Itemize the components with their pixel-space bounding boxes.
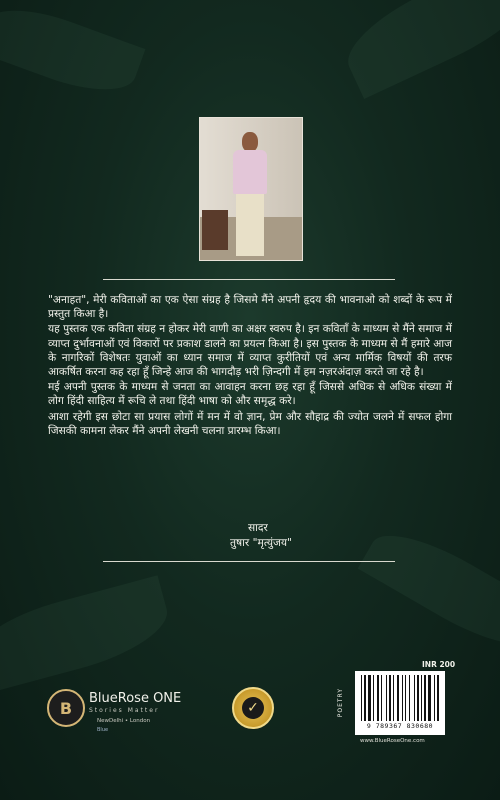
barcode-bar [409, 675, 410, 721]
barcode-bar [421, 675, 422, 721]
barcode-bar [397, 675, 400, 721]
publisher-logo [47, 687, 187, 747]
decorative-leaf [335, 0, 500, 99]
genre-label: POETRY [337, 688, 344, 718]
author-head [242, 132, 258, 152]
barcode-bar [373, 675, 374, 721]
isbn-number: 9 789367 830680 [366, 722, 434, 730]
publisher-tagline: Stories Matter [89, 707, 160, 714]
author-signature: तुषार "मृत्युंजय" [230, 537, 292, 549]
bluerose-b-logo-icon: B [47, 689, 85, 727]
decorative-leaf [358, 517, 500, 664]
photo-furniture [202, 210, 228, 250]
gold-check-seal-icon [232, 687, 274, 729]
barcode-bar [391, 675, 392, 721]
barcode-bar [403, 675, 404, 721]
author-pants [236, 194, 264, 256]
publisher-website: www.BlueRoseOne.com [360, 738, 425, 744]
author-shirt [233, 150, 267, 194]
publisher-locations: NewDelhi • London [97, 718, 151, 724]
top-divider [103, 279, 395, 280]
barcode-bar [416, 675, 417, 721]
blurb-paragraph: यह पुस्तक एक कविता संग्रह न होकर मेरी वाणी का अक्षर स्वरुप है। इन कविताँ के माध्यम से मैंने समाज में व्याप्त दुर्भावनाओं एवं विकारों पर प्रकाश डालने का प्रयत्न किआ है। इस पुस्तक के माध्यम से मैं हमारे आज के नागरिकों विशेषतः युवाओं का ध्यान समाज में व्याप्त कुरीतियों एवं अन्य मार्मिक विषयों की तरफ आकर्षित करना कह रहा हूँ जिन्हे आज की भागदौड़ भरी ज़िन्दगी में हम नज़रअंदाज़ करते जा रहे है। [48, 323, 452, 379]
bottom-divider [103, 561, 395, 562]
blurb-paragraph: आशा रहेगी इस छोटा सा प्रयास लोगों में मन में वो ज्ञान, प्रेम और सौहाद्र की ज्योत जलने में सफल होगा जिसकी कामना लेकर मैंने अपनी लेखनी चलना प्रारम्भ किआ। [48, 410, 452, 437]
publisher-name: BlueRose ONE [89, 691, 182, 706]
blurb-paragraph: "अनाहत", मेरी कविताओं का एक ऐसा संग्रह है जिसमे मैंने अपनी हृदय की भावनाओ को शब्दों के रूप में प्रस्तुत किआ है। [48, 294, 452, 321]
blurb-text [48, 293, 452, 439]
barcode-bar [434, 675, 435, 721]
barcode-bar [439, 675, 440, 721]
publisher-mini-mark: Blue [97, 727, 109, 733]
barcode-bar [427, 675, 428, 721]
author-photo [199, 117, 303, 261]
price-label: INR 200 [422, 660, 456, 669]
closing-greeting: सादर [248, 522, 268, 534]
barcode-bars [361, 675, 441, 721]
check-icon: ✓ [242, 697, 264, 719]
isbn-barcode-icon [355, 671, 445, 735]
blurb-paragraph: मई अपनी पुस्तक के माध्यम से जनता का आवाहन करना छह रहा हूँ जिससे अधिक से अधिक संख्या में लोग हिंदी साहित्य में रूचि ले तथा हिंदी भाषा को और समृद्ध करे। [48, 381, 452, 408]
barcode-bar [379, 675, 380, 721]
decorative-leaf [0, 0, 145, 106]
barcode-bar [386, 675, 387, 721]
decorative-leaf [0, 575, 176, 694]
barcode-bar [366, 675, 367, 721]
barcode-bar [361, 675, 362, 721]
